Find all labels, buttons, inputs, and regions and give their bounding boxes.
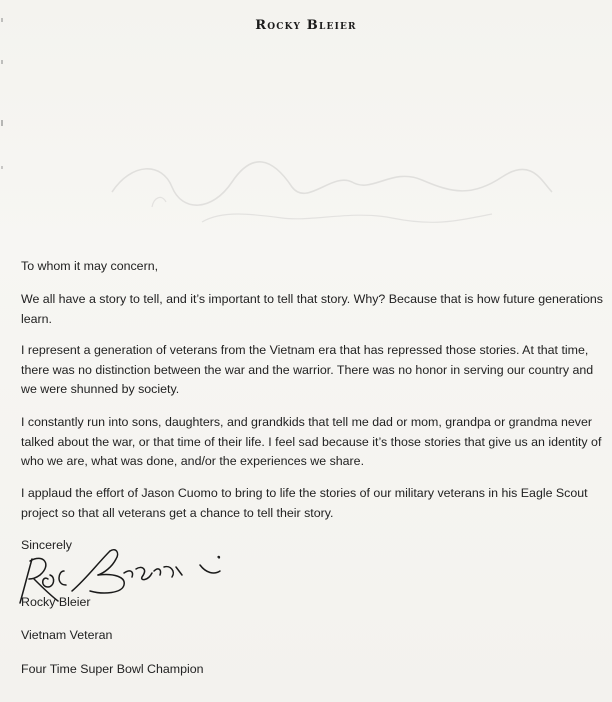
letter-closing: Sincerely xyxy=(21,538,72,552)
letter-paragraph: I represent a generation of veterans from the Vietnam era that has repressed those stories. At that time, there was no distinction between the war and the warrior. There was no honor in serving our country and we were shunned by society. xyxy=(21,343,594,396)
letter-paragraph: I applaud the effort of Jason Cuomo to bring to life the stories of our military veterans in his Eagle Scout project so that all veterans get a chance to tell their story. xyxy=(21,486,588,520)
letter-paragraph: We all have a story to tell, and it’s important to tell that story. Why? Because that is how future generations learn. xyxy=(21,292,603,326)
embossed-seal-watermark xyxy=(92,152,562,242)
signer-name: Rocky Bleier xyxy=(21,595,91,609)
letterhead: Rocky Bleier xyxy=(255,18,357,33)
signer-title: Vietnam Veteran xyxy=(21,628,113,642)
letter-greeting: To whom it may concern, xyxy=(21,259,159,273)
binding-marks xyxy=(0,0,6,702)
signer-title: Four Time Super Bowl Champion xyxy=(21,662,204,676)
letter-paragraph: I constantly run into sons, daughters, and grandkids that tell me dad or mom, grandpa or grandma never talked about the war, or that time of their life. I feel sad because it’s those stories that give us an identity of who we are, what was done, and/or the experiences we share. xyxy=(21,415,602,468)
